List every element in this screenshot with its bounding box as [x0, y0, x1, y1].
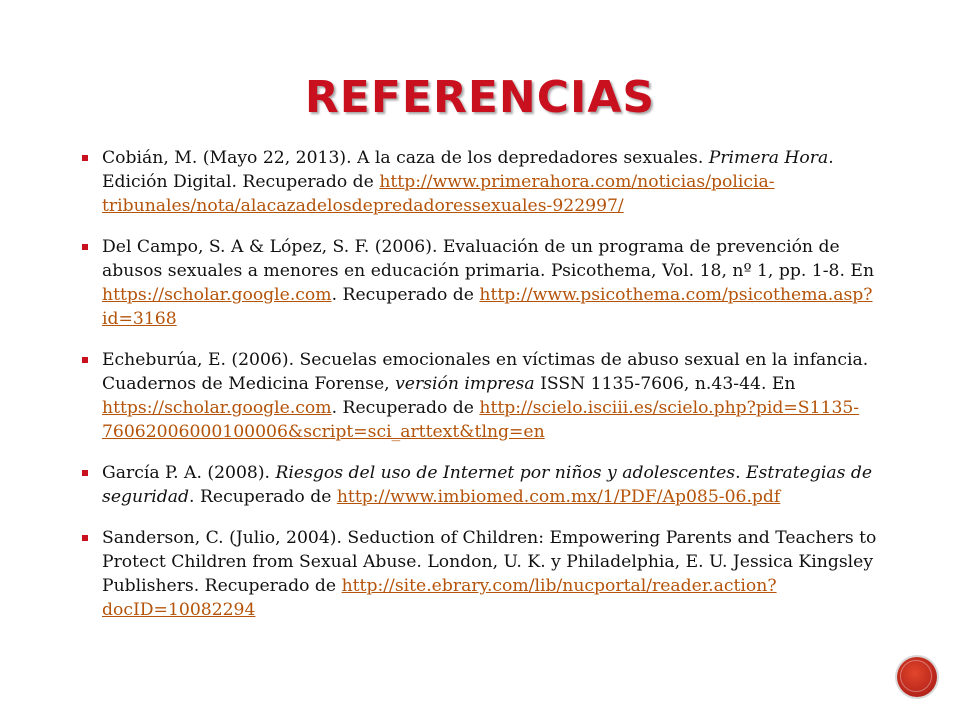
reference-italic-text: Estrategias de seguridad — [102, 463, 873, 507]
badge-ring — [900, 660, 932, 692]
reference-link[interactable]: http://www.primerahora.com/noticias/policia-tribunales/nota/alacazadelosdepredadoressexuales-922997/ — [102, 172, 775, 216]
square-bullet-icon — [82, 535, 88, 541]
reference-link[interactable]: http://scielo.isciii.es/scielo.php?pid=S1135-76062006000100006&script=sci_arttext&tlng=en — [102, 398, 860, 442]
reference-text: . Recuperado de — [331, 285, 480, 305]
reference-text: Del Campo, S. A & López, S. F. (2006). Evaluación de un programa de prevención de abusos sexuales a menores en educación primaria. Psicothema, Vol. 18, nº 1, pp. 1-8. En — [102, 237, 875, 281]
reference-text: ISSN 1135-7606, n.43-44. En — [534, 374, 796, 394]
square-bullet-icon — [82, 470, 88, 476]
square-bullet-icon — [82, 244, 88, 250]
reference-italic-text: Primera Hora — [708, 148, 829, 168]
reference-text: García P. A. (2008). — [102, 463, 276, 483]
reference-item — [82, 461, 882, 509]
reference-item — [82, 235, 882, 331]
reference-item — [82, 526, 882, 622]
slide-number-badge-icon — [897, 657, 937, 697]
reference-italic-text: versión impresa — [395, 374, 535, 394]
reference-text: Cobián, M. (Mayo 22, 2013). A la caza de los depredadores sexuales. — [102, 148, 709, 168]
reference-item — [82, 348, 882, 444]
reference-link[interactable]: http://www.psicothema.com/psicothema.asp?id=3168 — [102, 285, 873, 329]
reference-item — [82, 146, 882, 218]
reference-link[interactable]: https://scholar.google.com — [102, 285, 332, 305]
reference-link[interactable]: http://site.ebrary.com/lib/nucportal/reader.action?docID=10082294 — [102, 576, 777, 620]
reference-text: . Recuperado de — [331, 398, 480, 418]
square-bullet-icon — [82, 357, 88, 363]
reference-text: . Edición Digital. Recuperado de — [102, 148, 834, 192]
slide-title: REFERENCIAS — [304, 72, 656, 123]
square-bullet-icon — [82, 155, 88, 161]
reference-text: . Recuperado de — [189, 487, 337, 507]
reference-text: Echeburúa, E. (2006). Secuelas emocionales en víctimas de abuso sexual en la infancia. Cuadernos de Medicina Forense, — [102, 350, 869, 394]
reference-list — [82, 146, 882, 639]
reference-link[interactable]: https://scholar.google.com — [102, 398, 332, 418]
reference-text: . — [735, 463, 747, 483]
reference-text: Sanderson, C. (Julio, 2004). Seduction of Children: Empowering Parents and Teachers to Protect Children from Sexual Abuse. London, U. K. y Philadelphia, E. U. Jessica Kingsley Publishers. Recuperado de — [102, 528, 877, 596]
reference-link[interactable]: http://www.imbiomed.com.mx/1/PDF/Ap085-06.pdf — [336, 487, 781, 507]
reference-italic-text: Riesgos del uso de Internet por niños y adolescentes — [275, 463, 736, 483]
